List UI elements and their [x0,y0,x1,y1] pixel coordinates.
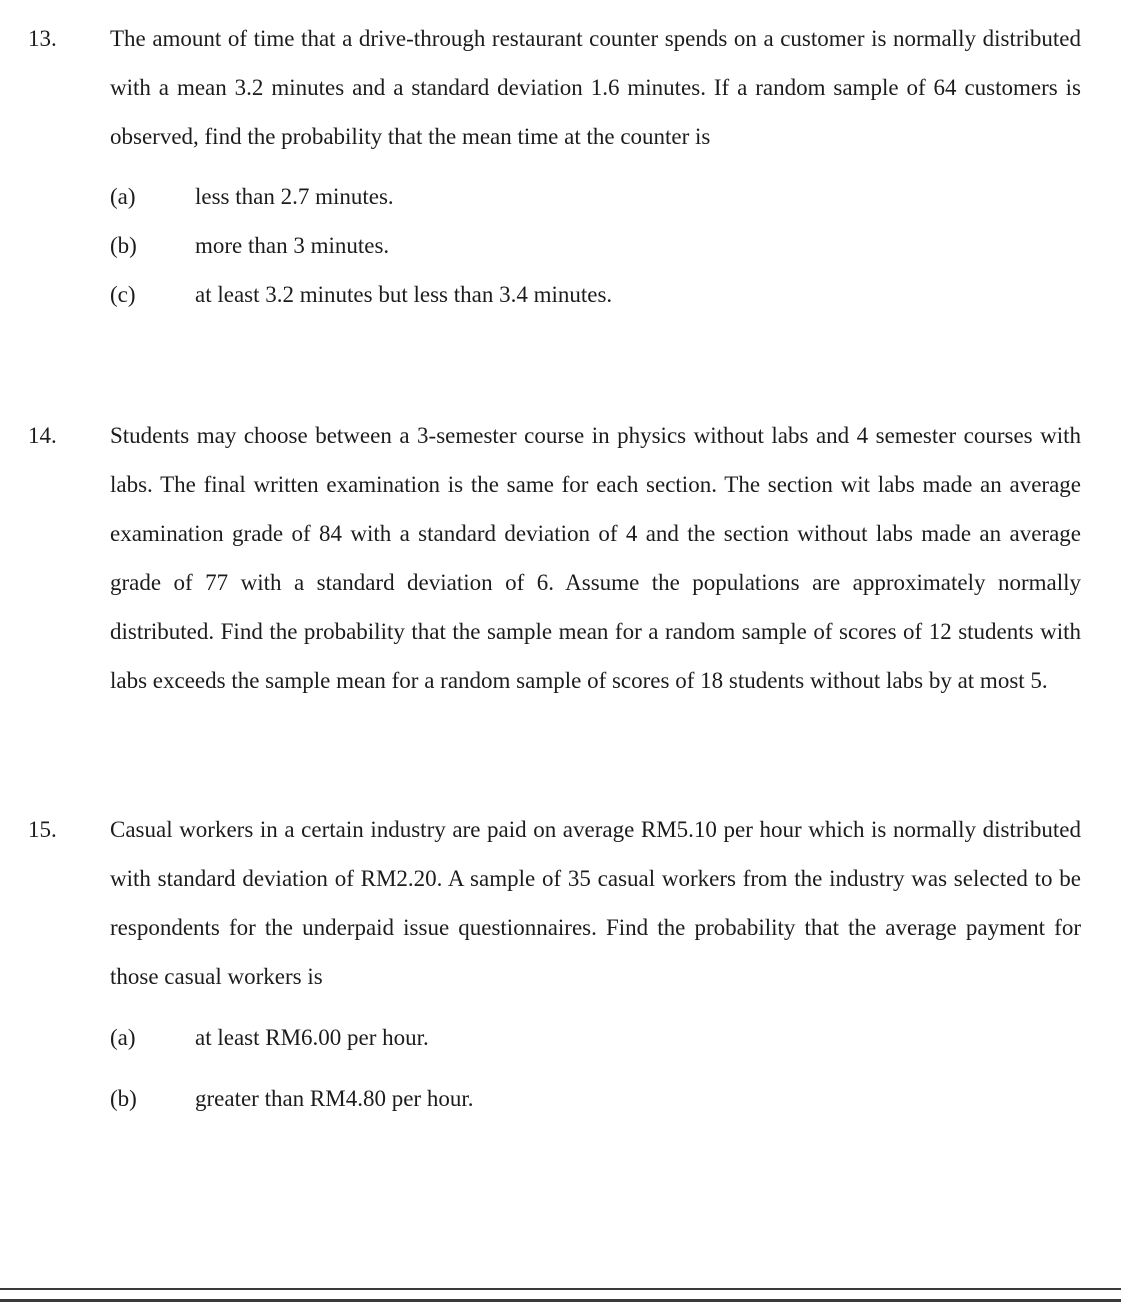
part-text: less than 2.7 minutes. [195,184,394,209]
part-text: at least RM6.00 per hour. [195,1025,429,1050]
question-number: 15. [28,817,57,842]
question-parts [110,172,1081,319]
question-15 [28,805,1081,1123]
bottom-rule [0,1288,1121,1290]
question-14 [28,411,1081,705]
question-body: Casual workers in a certain industry are paid on average RM5.10 per hour which is normally distributed with standard deviation of RM2.20. A sample of 35 casual workers from the industry was selected to be respondents for the underpaid issue questionnaires. Find the probability that the average payment for those casual workers is [110,817,1081,989]
question-part [110,1013,1081,1062]
question-part [110,221,1081,270]
question-13 [28,14,1081,319]
question-part [110,270,1081,319]
question-number: 13. [28,26,57,51]
question-content [110,14,1081,319]
part-label: (b) [110,1086,137,1111]
question-number: 14. [28,423,57,448]
question-part [110,1074,1081,1123]
question-body: Students may choose between a 3-semester course in physics without labs and 4 semester courses with labs. The final written examination is the same for each section. The section wit labs made an average examination grade of 84 with a standard deviation of 4 and the section without labs made an average grade of 77 with a standard deviation of 6. Assume the populations are approximately normally distributed. Find the probability that the sample mean for a random sample of scores of 12 students with labs exceeds the sample mean for a random sample of scores of 18 students without labs by at most 5. [110,423,1081,693]
part-text: at least 3.2 minutes but less than 3.4 minutes. [195,282,613,307]
question-content [110,411,1081,705]
part-label: (b) [110,233,137,258]
part-text: greater than RM4.80 per hour. [195,1086,474,1111]
part-label: (c) [110,282,136,307]
question-part [110,172,1081,221]
part-label: (a) [110,184,136,209]
part-label: (a) [110,1025,136,1050]
question-parts [110,1013,1081,1123]
part-text: more than 3 minutes. [195,233,390,258]
question-body: The amount of time that a drive-through restaurant counter spends on a customer is normally distributed with a mean 3.2 minutes and a standard deviation 1.6 minutes. If a random sample of 64 customers is observed, find the probability that the mean time at the counter is [110,26,1081,149]
question-content [110,805,1081,1123]
